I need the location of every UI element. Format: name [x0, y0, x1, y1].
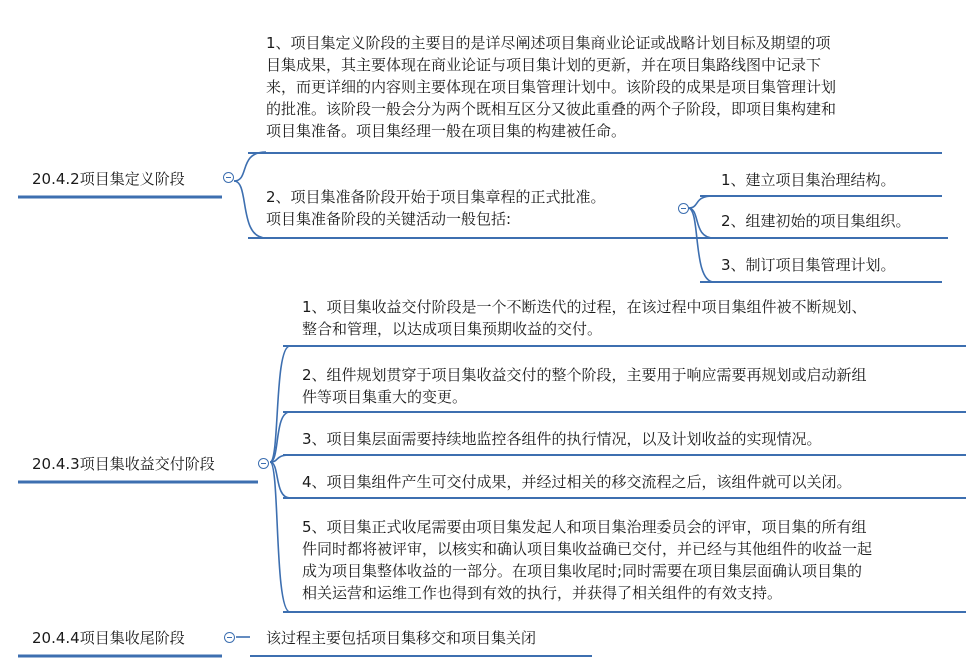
topic-benefit-delivery-stage[interactable]: 20.4.3项目集收益交付阶段 — [32, 455, 215, 473]
branch-curve — [688, 196, 714, 208]
delivery-item-2[interactable]: 2、组件规划贯穿于项目集收益交付的整个阶段，主要用于响应需要再规划或启动新组 件等项目集重大的变更。 — [302, 366, 867, 406]
collapse-toggle-icon[interactable] — [258, 458, 269, 469]
branch-curve — [270, 346, 290, 462]
branch-curve — [270, 462, 290, 612]
prep-activity-2[interactable]: 2、组建初始的项目集组织。 — [721, 212, 911, 230]
definition-item-1[interactable]: 1、项目集定义阶段的主要目的是详尽阐述项目集商业论证或战略计划目标及期望的项 目集成果，其主要体现在商业论证与项目集计划的更新，并在项目集路线图中记录下 来，而更详细的内容则主要体现在项目集管理计划中。该阶段的成果是项目集管理计划 的批准。该阶段一般会分为两个既相互区分又彼此重叠的两个子阶段，即项目集构建和 项目集准备。项目集经理一般在项目集的构建被任命。 — [266, 34, 837, 140]
definition-item-2[interactable]: 2、项目集准备阶段开始于项目集章程的正式批准。 项目集准备阶段的关键活动一般包括: — [266, 188, 606, 228]
delivery-item-1[interactable]: 1、项目集收益交付阶段是一个不断迭代的过程，在该过程中项目集组件被不断规划、 整合和管理，以达成项目集预期收益的交付。 — [302, 298, 867, 338]
delivery-item-4[interactable]: 4、项目集组件产生可交付成果，并经过相关的移交流程之后，该组件就可以关闭。 — [302, 473, 852, 491]
topic-definition-stage[interactable]: 20.4.2项目集定义阶段 — [32, 170, 185, 188]
delivery-item-5[interactable]: 5、项目集正式收尾需要由项目集发起人和项目集治理委员会的评审，项目集的所有组 件同时都将被评审，以核实和确认项目集收益确已交付，并已经与其他组件的收益一起 成为项目集整体收益的一部分。在项目集收尾时;同时需要在项目集层面确认项目集的 相关运营和运维工作也得到有效的执行，并获得了相关组件的有效支持。 — [302, 518, 873, 602]
branch-curve — [688, 208, 714, 282]
collapse-toggle-icon[interactable] — [224, 632, 235, 643]
branch-curve — [234, 181, 266, 238]
collapse-toggle-icon[interactable] — [678, 203, 689, 214]
prep-activity-3[interactable]: 3、制订项目集管理计划。 — [721, 256, 896, 274]
branch-curve — [234, 152, 266, 181]
delivery-item-3[interactable]: 3、项目集层面需要持续地监控各组件的执行情况，以及计划收益的实现情况。 — [302, 430, 822, 448]
closure-item-1[interactable]: 该过程主要包括项目集移交和项目集关闭 — [266, 629, 537, 647]
prep-activity-1[interactable]: 1、建立项目集治理结构。 — [721, 171, 896, 189]
collapse-toggle-icon[interactable] — [223, 172, 234, 183]
topic-closure-stage[interactable]: 20.4.4项目集收尾阶段 — [32, 629, 185, 647]
